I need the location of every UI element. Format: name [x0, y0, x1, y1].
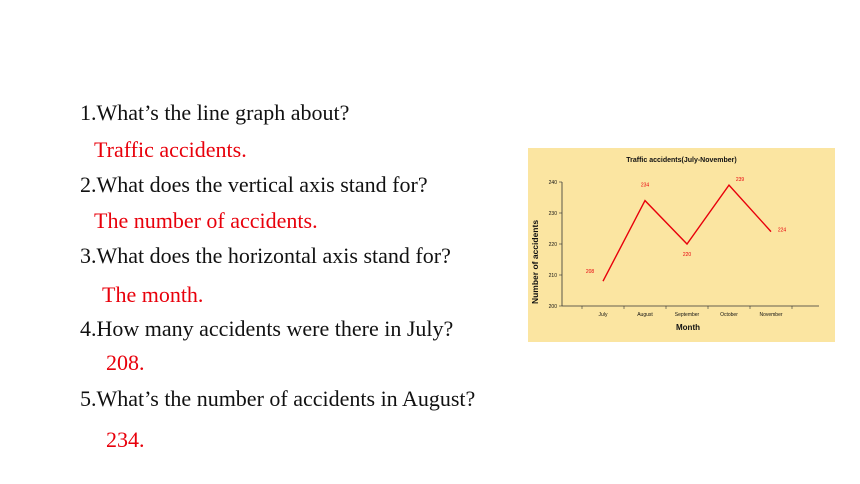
x-tick-label: October — [720, 312, 738, 318]
line-chart-panel — [528, 148, 835, 342]
data-label: 220 — [682, 252, 692, 258]
y-axis-label: Number of accidents — [530, 219, 540, 305]
data-label: 239 — [735, 177, 745, 184]
answer-1: Traffic accidents. — [94, 137, 247, 162]
data-label-group — [586, 177, 787, 275]
chart-title: Traffic accidents(July-November) — [626, 157, 737, 164]
data-label: 234 — [640, 182, 650, 189]
data-label: 224 — [777, 227, 787, 234]
y-tick-label: 210 — [548, 273, 557, 279]
series-line — [603, 182, 771, 281]
answer-5: 234. — [106, 427, 145, 452]
question-3: 3.What does the horizontal axis stand for? — [80, 243, 451, 268]
y-tick-label: 240 — [548, 180, 557, 186]
y-tick-label: 230 — [548, 211, 557, 217]
y-tick-group — [549, 180, 562, 310]
question-5: 5.What’s the number of accidents in August? — [80, 386, 476, 411]
data-label: 208 — [585, 269, 595, 276]
question-2: 2.What does the vertical axis stand for? — [80, 172, 428, 197]
x-tick-label: November — [759, 312, 783, 318]
y-tick-label: 200 — [548, 304, 557, 310]
line-chart — [528, 148, 835, 342]
question-1: 1.What’s the line graph about? — [80, 100, 350, 125]
question-4: 4.How many accidents were there in July? — [80, 316, 454, 341]
answer-3: The month. — [102, 282, 204, 307]
x-tick-label: August — [637, 312, 653, 318]
answer-2: The number of accidents. — [94, 208, 318, 233]
x-tick-label: July — [598, 312, 608, 318]
x-tick-label: September — [674, 312, 700, 318]
y-tick-label: 220 — [548, 242, 557, 248]
x-tick-group — [582, 306, 792, 318]
x-axis-label: Month — [676, 323, 700, 332]
answer-4: 208. — [106, 350, 145, 375]
